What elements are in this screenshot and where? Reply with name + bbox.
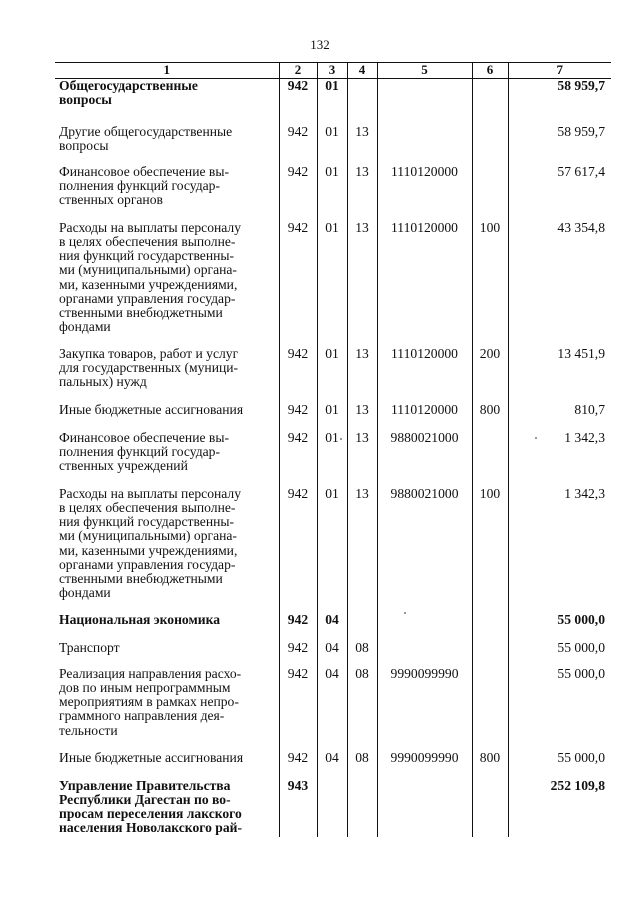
table-row [55, 165, 611, 221]
row-amount: 58 959,7 [508, 125, 611, 165]
row-target-article [377, 79, 472, 125]
row-name: Другие общегосударственные вопросы [59, 123, 233, 153]
row-name: Национальная экономика [59, 611, 220, 627]
row-section: 04 [317, 751, 347, 779]
row-subsection [347, 79, 377, 125]
row-subsection: 08 [347, 751, 377, 779]
header-col-6: 6 [472, 63, 508, 79]
row-amount: 1 342,3 [508, 431, 611, 487]
row-target-article: 9880021000 [377, 487, 472, 613]
scan-speck [340, 438, 342, 440]
table-body [55, 79, 611, 837]
row-subsection: 08 [347, 667, 377, 751]
table-row [55, 221, 611, 347]
row-target-article: 1110120000 [377, 403, 472, 431]
row-expense-type [472, 779, 508, 837]
row-expense-type: 800 [472, 403, 508, 431]
row-amount: 43 354,8 [508, 221, 611, 347]
row-subsection: 13 [347, 431, 377, 487]
row-admin-code: 942 [279, 165, 317, 221]
row-section [317, 779, 347, 837]
scan-speck [404, 612, 406, 614]
row-section: 01 [317, 403, 347, 431]
row-target-article [377, 613, 472, 641]
page-number: 132 [310, 37, 330, 52]
row-name: Расходы на выплаты персоналу в целях обеспечения выполне- ния функций государственны- ми (муниципальными) органа- ми, казенными учреждениями, органами управления государ- ственными внебюджетными фондами [59, 485, 241, 601]
table-row [55, 487, 611, 613]
table-header-row [55, 63, 611, 79]
row-target-article: 1110120000 [377, 221, 472, 347]
row-name: Расходы на выплаты персоналу в целях обеспечения выполне- ния функций государственны- ми (муниципальными) органа- ми, казенными учреждениями, органами управления государ- ственными внебюджетными фондами [59, 219, 241, 335]
table-row [55, 613, 611, 641]
row-target-article: 9990099990 [377, 751, 472, 779]
row-target-article [377, 779, 472, 837]
row-expense-type [472, 667, 508, 751]
row-admin-code: 943 [279, 779, 317, 837]
row-expense-type [472, 165, 508, 221]
row-target-article: 1110120000 [377, 347, 472, 403]
row-amount: 810,7 [508, 403, 611, 431]
row-expense-type [472, 431, 508, 487]
row-admin-code: 942 [279, 403, 317, 431]
row-amount: 55 000,0 [508, 751, 611, 779]
row-expense-type: 800 [472, 751, 508, 779]
row-expense-type [472, 613, 508, 641]
scan-speck [535, 437, 537, 439]
table-row [55, 641, 611, 667]
header-col-1: 1 [55, 63, 279, 79]
row-target-article: 9990099990 [377, 667, 472, 751]
row-section: 01 [317, 165, 347, 221]
row-admin-code: 942 [279, 641, 317, 667]
row-admin-code: 942 [279, 487, 317, 613]
row-expense-type [472, 79, 508, 125]
row-section: 04 [317, 667, 347, 751]
budget-table [55, 62, 611, 837]
row-subsection [347, 779, 377, 837]
header-col-5: 5 [377, 63, 472, 79]
row-subsection: 13 [347, 221, 377, 347]
row-expense-type: 100 [472, 221, 508, 347]
table-row [55, 125, 611, 165]
row-admin-code: 942 [279, 667, 317, 751]
row-target-article [377, 641, 472, 667]
header-col-2: 2 [279, 63, 317, 79]
row-name: Финансовое обеспечение вы- полнения функций государ- ственных учреждений [59, 429, 229, 474]
row-admin-code: 942 [279, 79, 317, 125]
table-row [55, 403, 611, 431]
table-row [55, 751, 611, 779]
row-subsection: 13 [347, 403, 377, 431]
row-expense-type: 200 [472, 347, 508, 403]
row-name: Управление Правительства Республики Дагестан по во- просам переселения лакского населения Новолакского рай- [59, 777, 242, 836]
row-amount: 57 617,4 [508, 165, 611, 221]
table-row [55, 347, 611, 403]
row-section: 01 [317, 125, 347, 165]
row-subsection [347, 613, 377, 641]
row-target-article: 9880021000 [377, 431, 472, 487]
row-admin-code: 942 [279, 347, 317, 403]
row-section: 01 [317, 221, 347, 347]
header-col-7: 7 [508, 63, 611, 79]
row-section: 04 [317, 641, 347, 667]
header-col-4: 4 [347, 63, 377, 79]
row-amount: 1 342,3 [508, 487, 611, 613]
table-row [55, 779, 611, 837]
row-section: 01 [317, 79, 347, 125]
row-expense-type: 100 [472, 487, 508, 613]
row-amount: 55 000,0 [508, 613, 611, 641]
row-target-article: 1110120000 [377, 165, 472, 221]
row-subsection: 13 [347, 487, 377, 613]
row-section: 01 [317, 347, 347, 403]
row-subsection: 08 [347, 641, 377, 667]
table-row [55, 79, 611, 125]
row-admin-code: 942 [279, 431, 317, 487]
table-row [55, 667, 611, 751]
row-target-article [377, 125, 472, 165]
row-admin-code: 942 [279, 125, 317, 165]
header-col-3: 3 [317, 63, 347, 79]
row-admin-code: 942 [279, 751, 317, 779]
row-name: Закупка товаров, работ и услуг для государственных (муници- пальных) нужд [59, 345, 239, 390]
table-row [55, 431, 611, 487]
row-admin-code: 942 [279, 613, 317, 641]
row-admin-code: 942 [279, 221, 317, 347]
row-name: Реализация направления расхо- дов по иным непрограммным мероприятиям в рамках непро- граммного направления дея- тельности [59, 665, 242, 738]
row-subsection: 13 [347, 347, 377, 403]
row-amount: 58 959,7 [508, 79, 611, 125]
row-name: Общегосударственные вопросы [59, 78, 198, 108]
row-subsection: 13 [347, 125, 377, 165]
row-section: 04 [317, 613, 347, 641]
row-subsection: 13 [347, 165, 377, 221]
row-section: 01 [317, 431, 347, 487]
row-amount: 13 451,9 [508, 347, 611, 403]
row-name: Финансовое обеспечение вы- полнения функций государ- ственных органов [59, 163, 229, 208]
row-section: 01 [317, 487, 347, 613]
row-amount: 55 000,0 [508, 667, 611, 751]
row-name: Транспорт [59, 639, 120, 655]
row-amount: 252 109,8 [508, 779, 611, 837]
row-name: Иные бюджетные ассигнования [59, 401, 244, 417]
row-expense-type [472, 641, 508, 667]
row-expense-type [472, 125, 508, 165]
row-name: Иные бюджетные ассигнования [59, 749, 244, 765]
row-amount: 55 000,0 [508, 641, 611, 667]
